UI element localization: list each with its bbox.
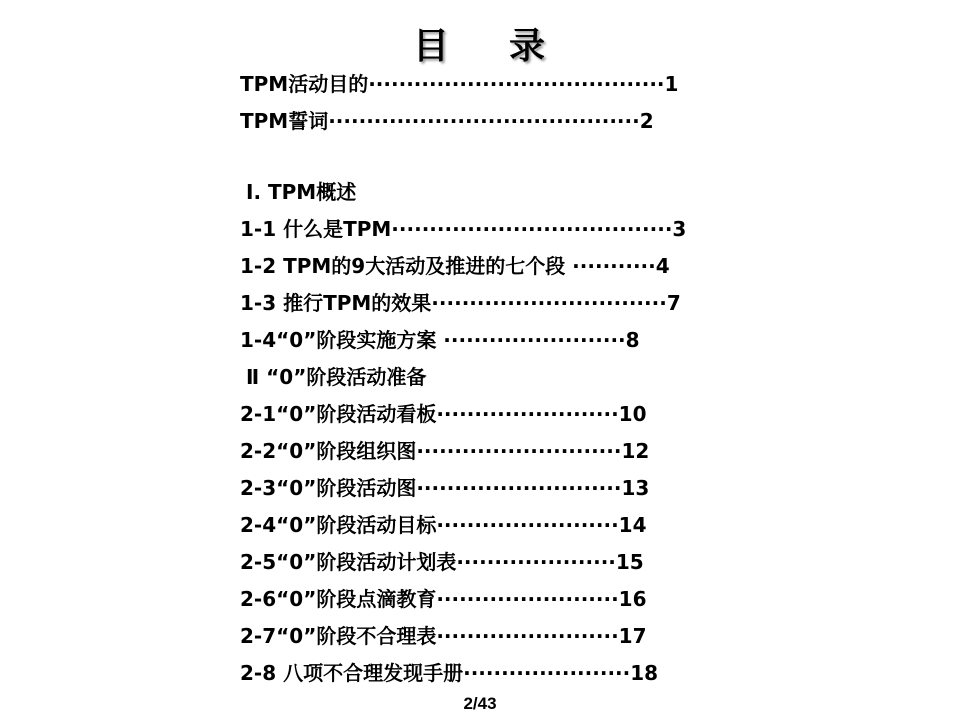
toc-entry: TPM活动目的·······································1: [240, 72, 679, 96]
toc-entry: 1-1 什么是TPM·····································3: [240, 217, 687, 241]
toc-entry: 2-4“0”阶段活动目标························14: [240, 513, 647, 537]
toc-entry: 1-2 TPM的9大活动及推进的七个段 ···········4: [240, 254, 670, 278]
toc-section-heading-text: Ⅱ “0”阶段活动准备: [246, 365, 427, 389]
toc-entry: 2-1“0”阶段活动看板························10: [240, 402, 647, 426]
toc-entry: 2-3“0”阶段活动图···························13: [240, 476, 650, 500]
toc-section-heading: [240, 174, 726, 211]
toc-section-heading-text: Ⅰ. TPM概述: [246, 180, 357, 204]
toc-entry: 2-6“0”阶段点滴教育························16: [240, 587, 647, 611]
table-of-contents: [240, 66, 726, 692]
toc-spacer: [240, 140, 726, 174]
toc-section-heading: [240, 359, 726, 396]
toc-entry: 1-3 推行TPM的效果·······························7: [240, 291, 681, 315]
toc-entry: 2-8 八项不合理发现手册······················18: [240, 661, 659, 685]
toc-entry: 2-2“0”阶段组织图···························12: [240, 439, 650, 463]
toc-entry: 2-5“0”阶段活动计划表·····················15: [240, 550, 644, 574]
toc-entry: 2-7“0”阶段不合理表························17: [240, 624, 647, 648]
toc-entry: 1-4“0”阶段实施方案 ························8: [240, 328, 640, 352]
page-title: 目 录: [412, 26, 548, 67]
toc-entry: TPM誓词·········································2: [240, 109, 654, 133]
page-number: 2/43: [463, 694, 497, 713]
